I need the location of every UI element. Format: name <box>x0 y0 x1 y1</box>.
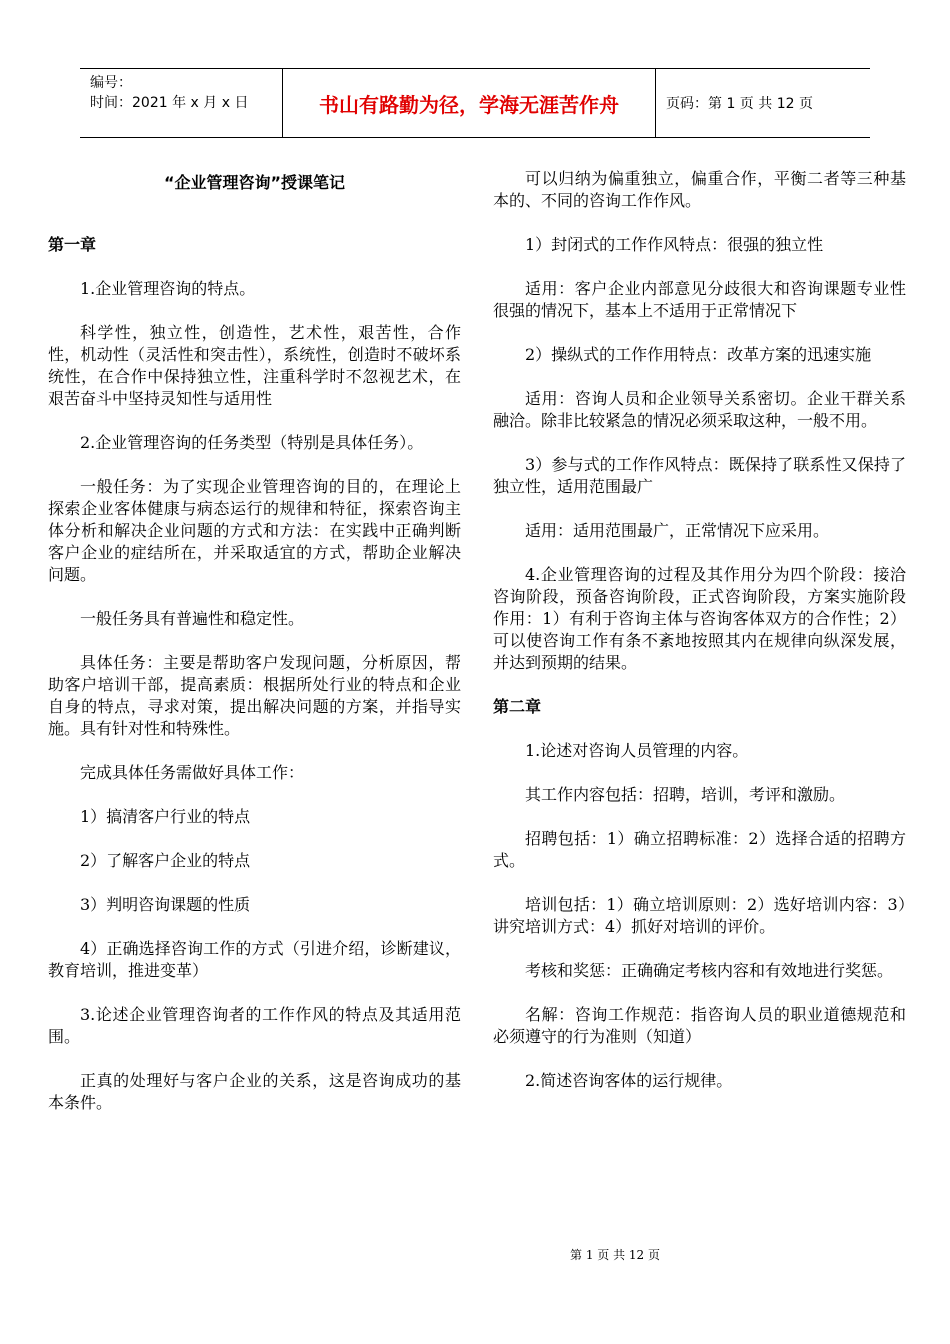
paragraph: 1.论述对咨询人员管理的内容。 <box>525 741 749 760</box>
document-title: “企业管理咨询”授课笔记 <box>163 173 346 192</box>
document-date-label: 时间：2021 年 x 月 x 日 <box>90 95 249 111</box>
header-page-label: 页码：第 1 页 共 12 页 <box>666 96 813 112</box>
list-item: 4）正确选择咨询工作的方式（引进介绍，诊断建议，教育培训，推进变革） <box>48 939 461 980</box>
paragraph: 1.企业管理咨询的特点。 <box>80 279 256 298</box>
paragraph: 具体任务：主要是帮助客户发现问题，分析原因，帮助客户培训干部，提高素质：根据所处行业的特点和企业自身的特点，寻求对策，提出解决问题的方案，并指导实施。具有针对性和特殊性。 <box>48 653 461 738</box>
right-column <box>493 168 906 1114</box>
list-item: 2）操纵式的工作作用特点：改革方案的迅速实施 <box>525 345 872 364</box>
paragraph: 考核和奖惩：正确确定考核内容和有效地进行奖惩。 <box>525 961 894 980</box>
paragraph: 可以归纳为偏重独立，偏重合作，平衡二者等三种基本的、不同的咨询工作作风。 <box>493 169 906 210</box>
page-footer: 第 1 页 共 12 页 <box>570 1248 660 1262</box>
paragraph: 2.简述咨询客体的运行规律。 <box>525 1071 733 1090</box>
header-meta <box>80 69 282 137</box>
list-item: 1）搞清客户行业的特点 <box>80 807 251 826</box>
header-motto: 书山有路勤为径，学海无涯苦作舟 <box>282 69 656 137</box>
paragraph: 适用：客户企业内部意见分歧很大和咨询课题专业性很强的情况下，基本上不适用于正常情况下 <box>493 279 906 320</box>
paragraph: 适用：咨询人员和企业领导关系密切。企业干群关系融洽。除非比较紧急的情况必须采取这种，一般不用。 <box>493 389 906 430</box>
left-column <box>48 168 461 1136</box>
paragraph: 完成具体任务需做好具体工作： <box>80 763 305 782</box>
paragraph: 科学性，独立性，创造性，艺术性，艰苦性，合作性，机动性（灵活性和突击性），系统性，创造时不破坏系统性，在合作中保持独立性，注重科学时不忽视艺术，在艰苦奋斗中坚持灵知性与适用性 <box>48 323 461 408</box>
paragraph: 适用：适用范围最广，正常情况下应采用。 <box>525 521 830 540</box>
header-table <box>80 68 870 138</box>
paragraph: 4.企业管理咨询的过程及其作用分为四个阶段：接洽咨询阶段，预备咨询阶段，正式咨询阶段，方案实施阶段作用：1）有利于咨询主体与咨询客体双方的合作性；2）可以使咨询工作有条不紊地按照其内在规律向纵深发展，并达到预期的结果。 <box>493 565 906 672</box>
paragraph: 一般任务：为了实现企业管理咨询的目的，在理论上探索企业客体健康与病态运行的规律和特征，探索咨询主体分析和解决企业问题的方式和方法：在实践中正确判断客户企业的症结所在，并采取适宜的方式，帮助企业解决问题。 <box>48 477 461 584</box>
paragraph: 名解：咨询工作规范：指咨询人员的职业道德规范和必须遵守的行为准则（知道） <box>493 1005 906 1046</box>
list-item: 3）判明咨询课题的性质 <box>80 895 251 914</box>
paragraph: 2.企业管理咨询的任务类型（特别是具体任务）。 <box>80 433 424 452</box>
paragraph: 一般任务具有普遍性和稳定性。 <box>80 609 305 628</box>
paragraph: 培训包括：1）确立培训原则：2）选好培训内容：3）讲究培训方式：4）抓好对培训的评价。 <box>493 895 906 936</box>
chapter-heading: 第二章 <box>493 697 542 716</box>
list-item: 3）参与式的工作作风特点：既保持了联系性又保持了独立性，适用范围最广 <box>493 455 906 496</box>
document-number-label: 编号： <box>90 75 132 91</box>
paragraph: 招聘包括：1）确立招聘标准：2）选择合适的招聘方式。 <box>493 829 906 870</box>
paragraph: 正真的处理好与客户企业的关系，这是咨询成功的基本条件。 <box>48 1071 461 1112</box>
paragraph: 其工作内容包括：招聘，培训，考评和激励。 <box>525 785 846 804</box>
list-item: 1）封闭式的工作作风特点：很强的独立性 <box>525 235 824 254</box>
paragraph: 3.论述企业管理咨询者的工作作风的特点及其适用范围。 <box>48 1005 461 1046</box>
chapter-heading: 第一章 <box>48 235 97 254</box>
list-item: 2）了解客户企业的特点 <box>80 851 251 870</box>
